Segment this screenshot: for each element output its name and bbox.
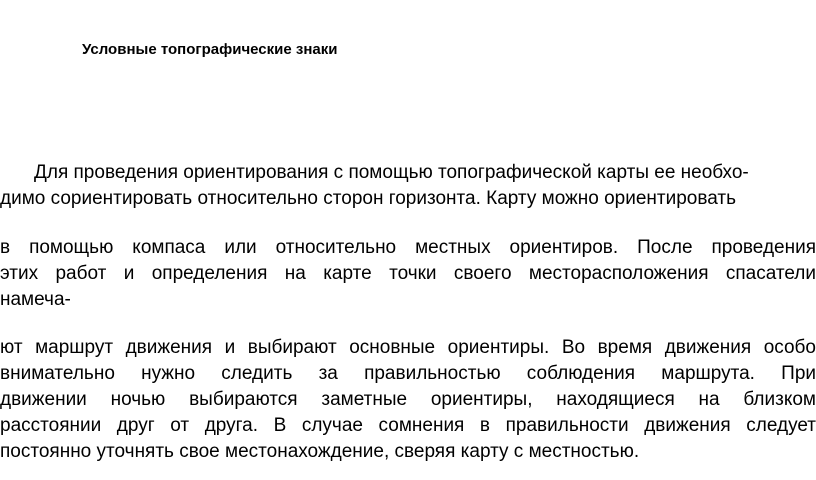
paragraph-line: ют маршрут движения и выбирают основные ориентиры. Во время движения особо: [0, 337, 816, 358]
paragraph-line: внимательно нужно следить за правильностью соблюдения маршрута. При: [0, 363, 816, 384]
paragraph-1: [0, 160, 816, 212]
document-title: Условные топографические знаки: [82, 41, 338, 58]
paragraph-line: димо сориентировать относительно сторон горизонта. Карту можно ориентировать: [0, 188, 736, 209]
paragraph-line: Для проведения ориентирования с помощью топографической карты ее необхо-: [34, 162, 749, 183]
paragraph-line: движении ночью выбираются заметные ориентиры, находящиеся на близком: [0, 389, 816, 410]
paragraph-line: намеча-: [0, 289, 71, 310]
paragraph-line: расстоянии друг от друга. В случае сомнения в правильности движения следует: [0, 415, 816, 436]
paragraph-3: [0, 335, 816, 465]
paragraph-line: в помощью компаса или относительно местных ориентиров. После проведения: [0, 237, 816, 258]
paragraph-line: постоянно уточнять свое местонахождение, сверяя карту с местностью.: [0, 441, 640, 462]
paragraph-line: этих работ и определения на карте точки своего месторасположения спасатели: [0, 263, 816, 284]
paragraph-2: [0, 235, 816, 313]
